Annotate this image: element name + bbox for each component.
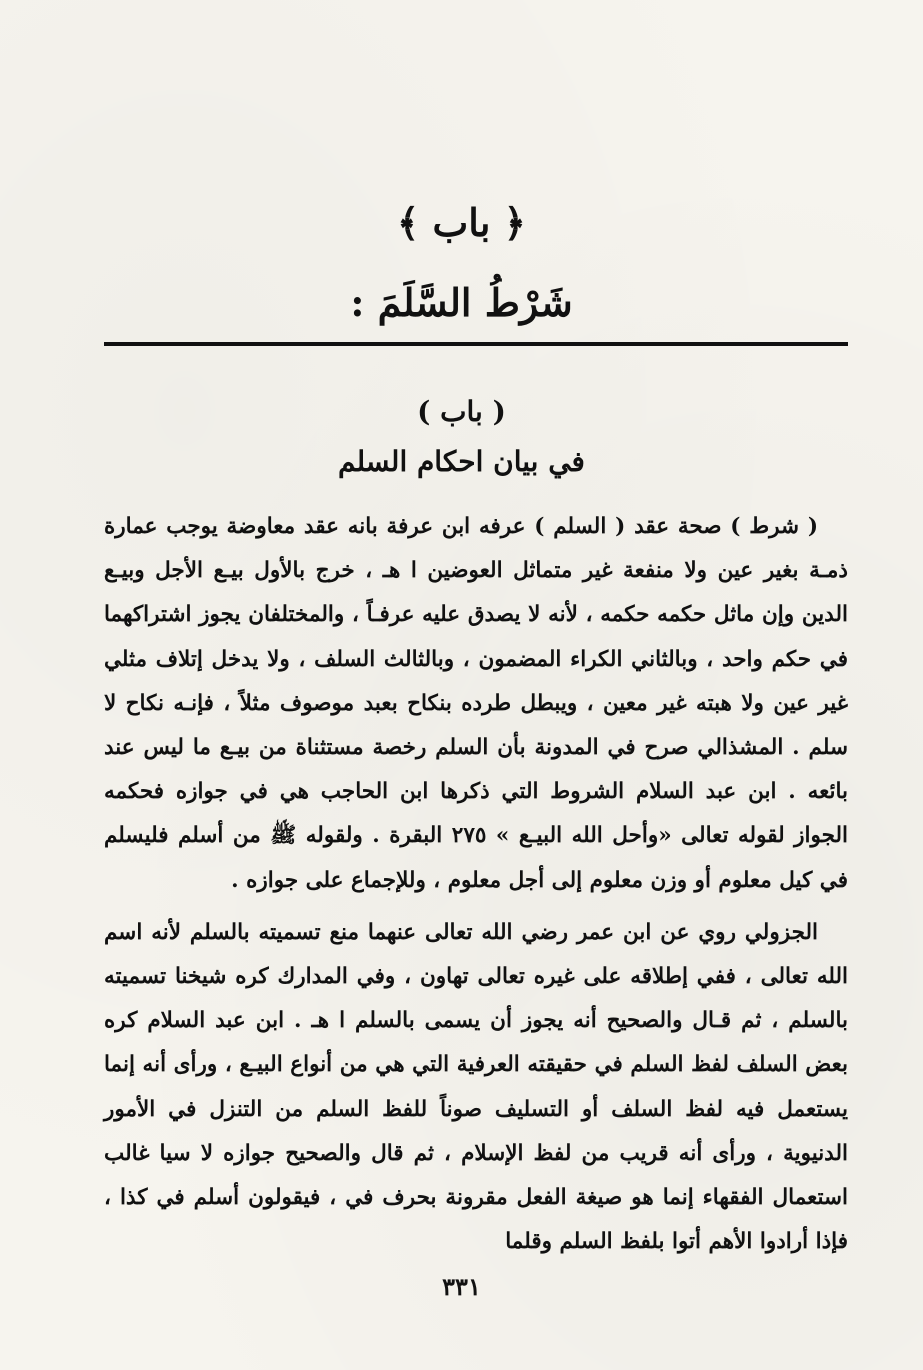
section-subtitle: في بيان احكام السلم — [338, 445, 585, 478]
paragraph-1: ( شرط ) صحة عقد ( السلم ) عرفه ابن عرفة بانه عقد معاوضة يوجب عمارة ذمـة بغير عين ولا منفعة غير متماثل العوضين ا هـ ، خرج بالأول بيـع الأجل وبيـع الدين وإن ماثل حكمه حكمه ، لأنه لا يصدق عليه عرفـاً ، والمختلفان يجوز اشتراكهما في حكم واحد ، وبالثاني الكراء المضمون ، وبالثالث السلف ، ولا يدخل إتلاف مثلي غير عين ولا هبته غير معين ، ويبطل طرده بنكاح بعبد موصوف مثلاً ، فإنـه نكاح لا سلم . المشذالي صرح في المدونة بأن السلم رخصة مستثناة من بيـع ما ليس عند بائعه . ابن عبد السلام الشروط التي ذكرها ابن الحاجب هي في جوازه فحكمه الجواز لقوله تعالى «وأحل الله البيـع » ٢٧٥ البقرة . ولقوله ﷺ من أسلم فليسلم في كيل معلوم أو وزن معلوم إلى أجل معلوم ، وللإجماع على جوازه . — [104, 514, 848, 893]
paragraph-2: الجزولي روي عن ابن عمر رضي الله تعالى عنهما منع تسميته بالسلم لأنه اسم الله تعالى ، ففي إطلاقه على غيره تعالى تهاون ، وفي المدارك كره شيخنا تسميته بالسلم ، ثم قـال والصحيح أنه يجوز أن يسمى بالسلم ا هـ . ابن عبد السلام كره بعض السلف لفظ السلم في حقيقته العرفية التي هي من أنواع البيـع ، ورأى أنه إنما يستعمل فيه لفظ السلف أو التسليف صوناً للفظ السلم من التنزل في الأمور الدنيوية ، ورأى أنه قريب من لفظ الإسلام ، ثم قال والصحيح جوازه لا سيا غالب استعمال الفقهاء إنما هو صيغة الفعل مقرونة بحرف في ، فيقولون أسلم في كذا ، فإذا أرادوا الأهم أتوا بلفظ السلم وقلما — [104, 919, 848, 1255]
chapter-title: ﴿ باب ﴾ — [397, 200, 526, 245]
section-title: ( باب ) — [417, 395, 506, 428]
body-text — [104, 505, 848, 1264]
chapter-subtitle: شَرْطُ السَّلَمَ : — [350, 280, 573, 325]
page-number: ٣٣١ — [442, 1272, 481, 1301]
horizontal-divider — [104, 342, 848, 346]
